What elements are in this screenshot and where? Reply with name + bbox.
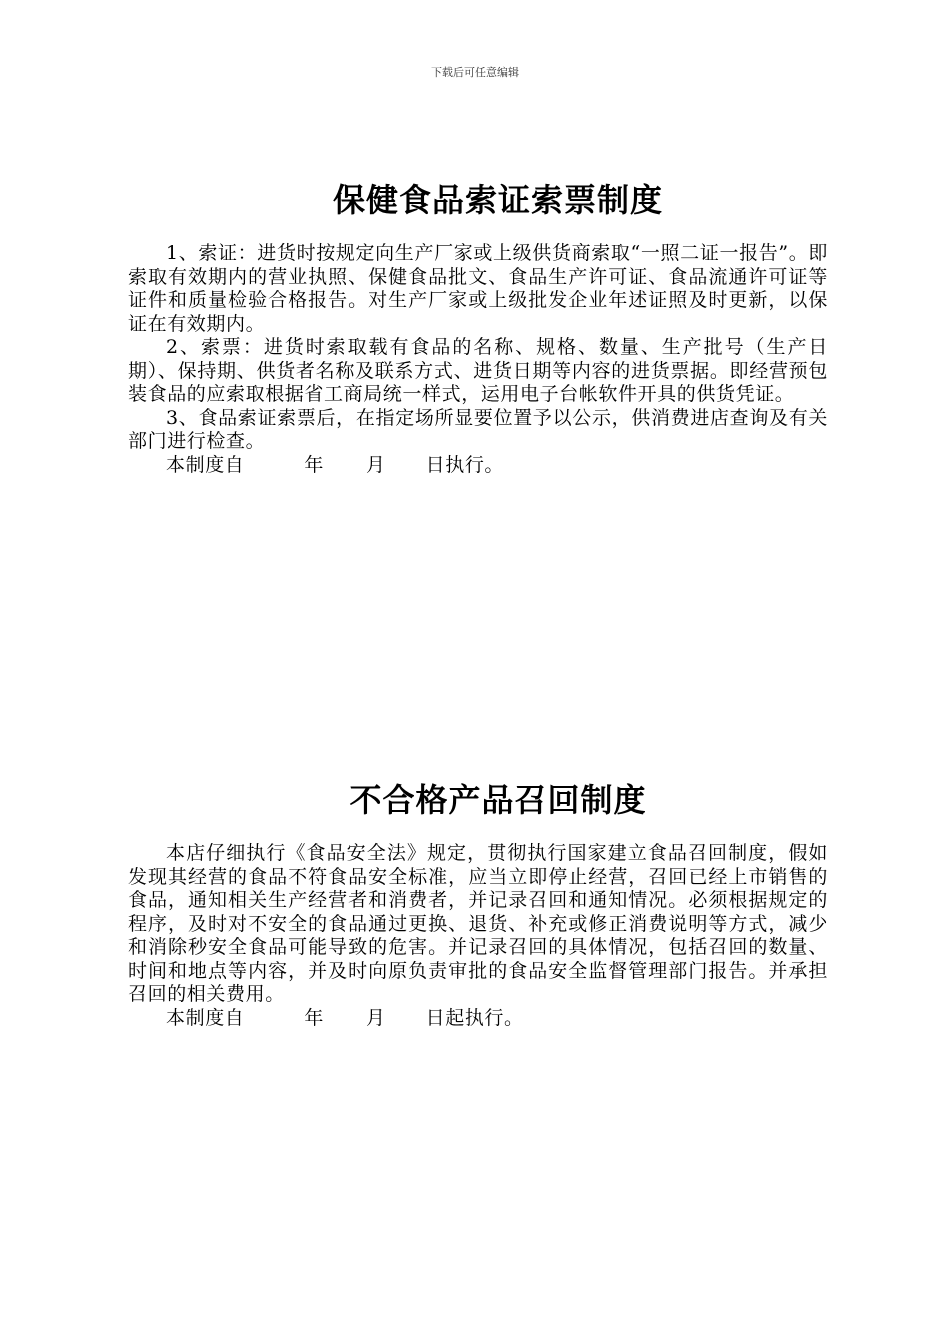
date-suffix: 日起执行。 — [425, 1006, 524, 1029]
date-month: 月 — [366, 1006, 386, 1029]
paragraph-invoices: 2、索票：进货时索取载有食品的名称、规格、数量、生产批号（生产日期）、保持期、供货者名称及联系方式、进货日期等内容的进货票据。即经营预包装食品的应索取根据省工商局统一样式，运用电子台帐软件开具的供货凭证。 — [128, 336, 828, 405]
paragraph-publicity: 3、食品索证索票后，在指定场所显要位置予以公示，供消费进店查询及有关部门进行检查。 — [128, 406, 828, 452]
date-year: 年 — [304, 1006, 325, 1029]
section-product-recall-policy — [128, 778, 828, 1030]
section-title: 不合格产品召回制度 — [349, 781, 647, 819]
paragraph-certificates: 1、索证：进货时按规定向生产厂家或上级供货商索取“一照二证一报告”。即索取有效期内的营业执照、保健食品批文、食品生产许可证、食品流通许可证等证件和质量检验合格报告。对生产厂家或上级批发企业年述证照及时更新，以保证在有效期内。 — [128, 242, 828, 335]
paragraph-recall: 本店仔细执行《食品安全法》规定，贯彻执行国家建立食品召回制度，假如发现其经营的食品不符食品安全标准，应当立即停止经营，召回已经上市销售的食品，通知相关生产经营者和消费者，并记录召回和通知情况。必须根据规定的程序，及时对不安全的食品通过更换、退货、补充或修正消费说明等方式，减少和消除秒安全食品可能导致的危害。并记录召回的具体情况，包括召回的数量、时间和地点等内容，并及时向原负责审批的食品安全监督管理部门报告。并承担召回的相关费用。 — [128, 842, 828, 1005]
date-month: 月 — [366, 453, 386, 476]
effective-date-line — [128, 454, 828, 478]
section-document-certificates-policy — [128, 178, 828, 477]
date-year: 年 — [304, 453, 325, 476]
section-title: 保健食品索证索票制度 — [332, 181, 663, 219]
date-prefix: 本制度自 — [166, 453, 245, 476]
date-suffix: 日执行。 — [425, 453, 505, 476]
header-note: 下载后可任意编辑 — [431, 66, 519, 79]
effective-date-line — [128, 1007, 828, 1031]
date-prefix: 本制度自 — [166, 1006, 245, 1029]
